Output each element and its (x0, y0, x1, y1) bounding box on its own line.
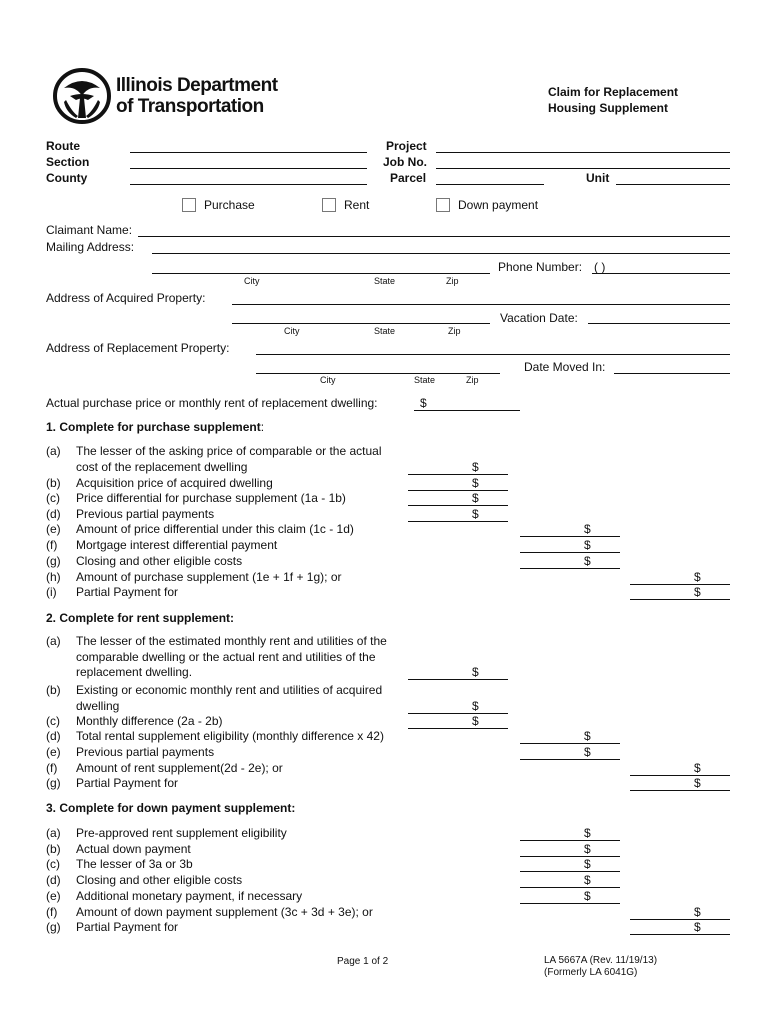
section2-amount-field[interactable] (408, 699, 508, 714)
section1-item-text: cost of the replacement dwelling (76, 460, 248, 474)
section1-item-text: Closing and other eligible costs (76, 554, 243, 568)
section2-item-text: The lesser of the estimated monthly rent and utilities of the (76, 634, 387, 648)
section3-item-text: Additional monetary payment, if necessary (76, 889, 303, 903)
section1-item-text: Partial Payment for (76, 585, 179, 599)
section1-item-letter: (b) (46, 476, 61, 490)
section2-amount-field[interactable] (520, 745, 620, 760)
section3-amount-field[interactable] (520, 842, 620, 857)
section1-amount-field[interactable] (408, 507, 508, 522)
section-label: Section (46, 155, 90, 169)
section1-item-letter: (f) (46, 538, 58, 552)
section3-item-letter: (b) (46, 842, 61, 856)
section1-item-text: Mortgage interest differential payment (76, 538, 278, 552)
section3-item-letter: (c) (46, 857, 60, 871)
section3-amount-field[interactable] (630, 905, 730, 920)
job-no-field[interactable] (436, 168, 730, 169)
replacement-zip-caption: Zip (466, 375, 479, 385)
unit-field[interactable] (616, 184, 730, 185)
section1-item-letter: (c) (46, 491, 60, 505)
section2-amount-field[interactable] (520, 729, 620, 744)
section1-amount-field[interactable] (520, 522, 620, 537)
acquired-state-caption: State (374, 326, 396, 336)
section2-item-text: Monthly difference (2a - 2b) (76, 714, 223, 728)
section2-item-letter: (a) (46, 634, 61, 648)
agency-name-line1: Illinois Department (116, 75, 278, 96)
claimant-name-field[interactable] (138, 236, 730, 237)
section2-item-text: dwelling (76, 699, 120, 713)
section2-item-letter: (g) (46, 776, 61, 790)
project-field[interactable] (436, 152, 730, 153)
dollar-sign: $ (472, 491, 479, 505)
route-field[interactable] (130, 152, 367, 153)
route-label: Route (46, 139, 80, 153)
rent-checkbox[interactable] (322, 198, 336, 212)
section1-item-text: Amount of price differential under this claim (1c - 1d) (76, 522, 354, 536)
section1-item-text: Previous partial payments (76, 507, 215, 521)
section1-title-text: 1. Complete for purchase supplement (46, 420, 261, 434)
form-title-line1: Claim for Replacement (548, 85, 679, 99)
section2-item-text: Existing or economic monthly rent and utilities of acquired (76, 683, 383, 697)
section3-amount-field[interactable] (520, 857, 620, 872)
section1-amount-field[interactable] (408, 491, 508, 506)
dollar-sign: $ (694, 570, 701, 584)
section3-item-text: Closing and other eligible costs (76, 873, 243, 887)
acquired-city-caption: City (284, 326, 300, 336)
section1-amount-field[interactable] (520, 538, 620, 553)
dollar-sign: $ (584, 538, 591, 552)
section3-item-text: Pre-approved rent supplement eligibility (76, 826, 287, 840)
actual-price-field[interactable] (414, 396, 520, 411)
section1-item-letter: (a) (46, 444, 61, 458)
parcel-field[interactable] (436, 184, 544, 185)
section2-item-text: Amount of rent supplement(2d - 2e); or (76, 761, 283, 775)
dollar-sign: $ (584, 554, 591, 568)
idot-logo (52, 66, 112, 126)
section1-item-letter: (i) (46, 585, 57, 599)
county-field[interactable] (130, 184, 367, 185)
dollar-sign: $ (694, 776, 701, 790)
county-label: County (46, 171, 88, 185)
actual-price-label: Actual purchase price or monthly rent of replacement dwelling: (46, 396, 378, 410)
mailing-city-caption: City (244, 276, 260, 286)
mailing-city-state-zip-field[interactable] (152, 273, 490, 274)
project-label: Project (386, 139, 427, 153)
section2-amount-field[interactable] (630, 776, 730, 791)
dollar-sign: $ (584, 873, 591, 887)
section3-item-text: The lesser of 3a or 3b (76, 857, 193, 871)
parcel-label: Parcel (390, 171, 427, 185)
replacement-state-caption: State (414, 375, 436, 385)
section3-item-letter: (a) (46, 826, 61, 840)
section2-item-letter: (b) (46, 683, 61, 697)
section2-item-text: Partial Payment for (76, 776, 179, 790)
section2-item-text: replacement dwelling. (76, 665, 193, 679)
dollar-sign: $ (584, 842, 591, 856)
section3-item-text: Amount of down payment supplement (3c + 3d + 3e); or (76, 905, 373, 919)
dollar-sign: $ (584, 729, 591, 743)
idot-logo-icon (52, 66, 112, 126)
dollar-sign: $ (420, 396, 427, 410)
acquired-property-field[interactable] (232, 304, 730, 305)
page-number: Page 1 of 2 (337, 956, 389, 967)
section2-item-letter: (c) (46, 714, 60, 728)
mailing-address-label: Mailing Address: (46, 240, 135, 254)
section2-item-text: Previous partial payments (76, 745, 215, 759)
section3-item-text: Actual down payment (76, 842, 191, 856)
section1-item-text: Price differential for purchase supplement (1a - 1b) (76, 491, 346, 505)
mailing-zip-caption: Zip (446, 276, 459, 286)
section3-item-letter: (g) (46, 920, 61, 934)
job-no-label: Job No. (383, 155, 427, 169)
section3-amount-field[interactable] (520, 873, 620, 888)
section2-amount-field[interactable] (408, 665, 508, 680)
section1-amount-field[interactable] (408, 460, 508, 475)
section1-title-colon: : (260, 420, 265, 434)
section3-item-letter: (f) (46, 905, 58, 919)
dollar-sign: $ (472, 476, 479, 490)
dollar-sign: $ (472, 665, 479, 679)
mailing-address-field[interactable] (152, 253, 730, 254)
rent-option-label: Rent (344, 198, 370, 212)
acquired-city-state-zip-field[interactable] (232, 323, 490, 324)
phone-number-label: Phone Number: (498, 260, 583, 274)
date-moved-in-field[interactable] (614, 373, 730, 374)
section3-amount-field[interactable] (630, 920, 730, 935)
replacement-property-field[interactable] (256, 354, 730, 355)
section1-amount-field[interactable] (520, 554, 620, 569)
down-payment-option-label: Down payment (458, 198, 539, 212)
section1-item-text: Acquisition price of acquired dwelling (76, 476, 273, 490)
dollar-sign: $ (584, 889, 591, 903)
agency-name-line2: of Transportation (116, 96, 264, 117)
section2-title: 2. Complete for rent supplement: (46, 611, 235, 625)
section2-amount-field[interactable] (408, 714, 508, 729)
dollar-sign: $ (694, 585, 701, 599)
section1-item-text: The lesser of the asking price of comparable or the actual (76, 444, 382, 458)
dollar-sign: $ (694, 905, 701, 919)
section2-item-text: comparable dwelling or the actual rent and utilities of the (76, 650, 376, 664)
section2-item-text: Total rental supplement eligibility (monthly difference x 42) (76, 729, 384, 743)
dollar-sign: $ (584, 522, 591, 536)
dollar-sign: $ (584, 826, 591, 840)
acquired-zip-caption: Zip (448, 326, 461, 336)
down-payment-checkbox[interactable] (436, 198, 450, 212)
section-field[interactable] (130, 168, 367, 169)
dollar-sign: $ (584, 745, 591, 759)
section1-item-letter: (h) (46, 570, 61, 584)
vacation-date-field[interactable] (588, 323, 730, 324)
dollar-sign: $ (472, 714, 479, 728)
section2-amount-field[interactable] (630, 761, 730, 776)
section1-amount-field[interactable] (408, 476, 508, 491)
formerly-form-number: (Formerly LA 6041G) (544, 967, 638, 978)
section1-amount-field[interactable] (630, 585, 730, 600)
replacement-property-label: Address of Replacement Property: (46, 341, 230, 355)
acquired-property-label: Address of Acquired Property: (46, 291, 206, 305)
date-moved-in-label: Date Moved In: (524, 360, 606, 374)
section2-item-letter: (d) (46, 729, 61, 743)
claimant-name-label: Claimant Name: (46, 223, 133, 237)
section1-item-letter: (g) (46, 554, 61, 568)
section1-item-letter: (d) (46, 507, 61, 521)
section2-item-letter: (f) (46, 761, 58, 775)
form-number: LA 5667A (Rev. 11/19/13) (544, 955, 658, 966)
phone-number-field[interactable] (592, 273, 730, 274)
vacation-date-label: Vacation Date: (500, 311, 578, 325)
phone-area-code[interactable]: ( ) (594, 260, 606, 274)
dollar-sign: $ (584, 857, 591, 871)
dollar-sign: $ (472, 699, 479, 713)
section3-amount-field[interactable] (520, 826, 620, 841)
dollar-sign: $ (694, 761, 701, 775)
unit-label: Unit (586, 171, 610, 185)
dollar-sign: $ (472, 507, 479, 521)
section3-item-letter: (d) (46, 873, 61, 887)
section2-item-letter: (e) (46, 745, 61, 759)
section3-amount-field[interactable] (520, 889, 620, 904)
section1-title (46, 420, 264, 434)
purchase-checkbox[interactable] (182, 198, 196, 212)
replacement-city-state-zip-field[interactable] (256, 373, 500, 374)
section3-item-letter: (e) (46, 889, 61, 903)
section1-item-text: Amount of purchase supplement (1e + 1f + 1g); or (76, 570, 342, 584)
section3-title: 3. Complete for down payment supplement: (46, 801, 296, 815)
section1-item-letter: (e) (46, 522, 61, 536)
form-title-line2: Housing Supplement (548, 101, 668, 115)
purchase-option-label: Purchase (204, 198, 255, 212)
mailing-state-caption: State (374, 276, 396, 286)
dollar-sign: $ (472, 460, 479, 474)
dollar-sign: $ (694, 920, 701, 934)
section1-amount-field[interactable] (630, 570, 730, 585)
section3-item-text: Partial Payment for (76, 920, 179, 934)
replacement-city-caption: City (320, 375, 336, 385)
